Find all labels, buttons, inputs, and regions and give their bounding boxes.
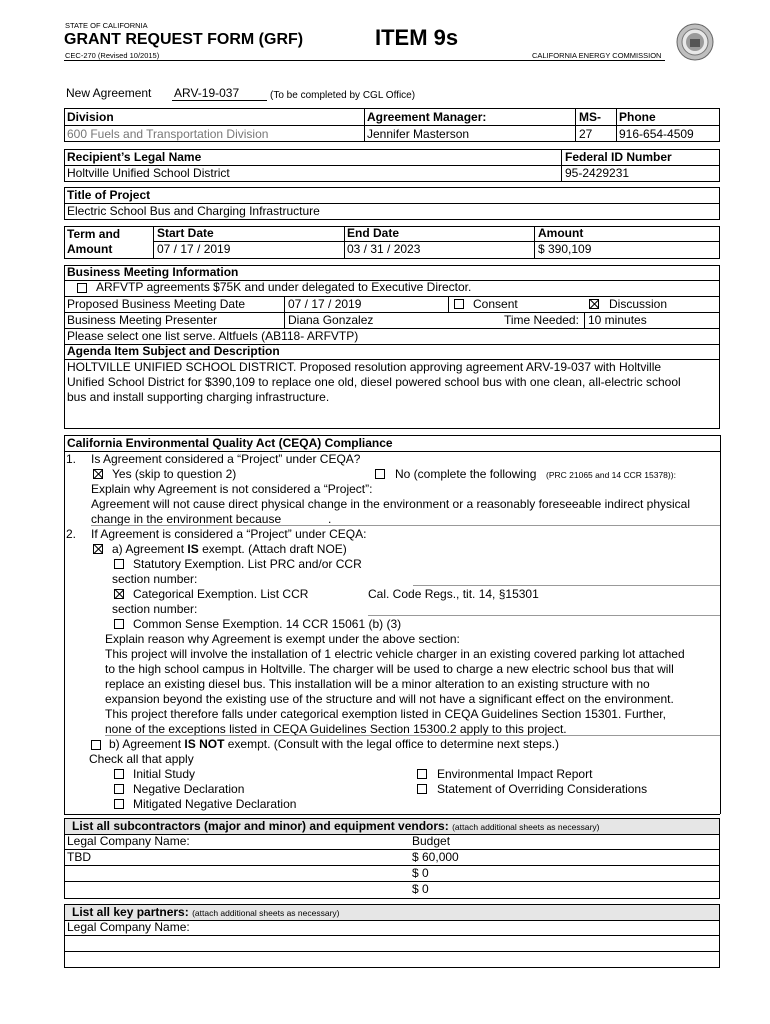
division-label: Division xyxy=(67,110,114,124)
meeting-date-label: Proposed Business Meeting Date xyxy=(67,297,246,311)
agenda-heading: Agenda Item Subject and Description xyxy=(67,344,280,358)
subcontractor-col-budget: Budget xyxy=(412,834,451,848)
categorical-label: Categorical Exemption. List CCR xyxy=(133,587,309,601)
amount-label: Amount xyxy=(538,226,584,240)
term-label-1: Term and xyxy=(67,227,121,241)
initial-study-label: Initial Study xyxy=(133,767,196,781)
meeting-date-value[interactable]: 07 / 17 / 2019 xyxy=(288,297,362,311)
form-number: CEC-270 (Revised 10/2015) xyxy=(65,51,160,60)
explain-period: . xyxy=(328,512,332,526)
manager-label: Agreement Manager: xyxy=(367,110,487,124)
state-seal-icon xyxy=(676,23,714,61)
key-partners-heading: List all key partners: (attach additional sheets as necessary) xyxy=(72,905,340,919)
division-row-divider xyxy=(64,125,720,126)
statutory-checkbox[interactable] xyxy=(114,559,124,569)
agency-name: CALIFORNIA ENERGY COMMISSION xyxy=(532,51,662,60)
arfvtp-text: ARFVTP agreements $75K and under delegated to Executive Director. xyxy=(96,280,472,294)
q1-yes-checkbox[interactable] xyxy=(93,469,103,479)
not-exempt-label: b) Agreement IS NOT exempt. (Consult with the legal office to determine next steps.) xyxy=(109,737,560,751)
reason-line-2[interactable]: to the high school campus in Holtville. The charger will be used to charge a new electric school bus that will xyxy=(105,662,674,676)
header-rule xyxy=(64,60,665,61)
explain-line-1: Agreement will not cause direct physical change in the environment or a reasonably foreseeable indirect physical xyxy=(91,497,690,511)
discussion-checkbox[interactable] xyxy=(589,299,599,309)
eir-label: Environmental Impact Report xyxy=(437,767,593,781)
reason-line-3[interactable]: replace an existing diesel bus. This installation will be a minor alteration to an existing structure with no xyxy=(105,677,650,691)
project-title-value[interactable]: Electric School Bus and Charging Infrastructure xyxy=(67,204,320,218)
categorical-value[interactable]: Cal. Code Regs., tit. 14, §15301 xyxy=(368,587,539,601)
mitigated-negative-declaration-checkbox[interactable] xyxy=(114,799,124,809)
explain-line-2: change in the environment because xyxy=(91,512,282,526)
list-serve-text: Please select one list serve. Altfuels (AB118- ARFVTP) xyxy=(67,329,359,343)
eir-checkbox[interactable] xyxy=(417,769,427,779)
common-sense-label: Common Sense Exemption. 14 CCR 15061 (b) (3) xyxy=(133,617,402,631)
q1-text: Is Agreement considered a “Project” under CEQA? xyxy=(91,452,361,466)
common-sense-checkbox[interactable] xyxy=(114,619,124,629)
time-needed-value[interactable]: 10 minutes xyxy=(588,313,647,327)
form-title: GRANT REQUEST FORM (GRF) xyxy=(64,31,304,48)
q1-yes-label: Yes (skip to question 2) xyxy=(112,467,237,481)
subcontractors-heading: List all subcontractors (major and minor) and equipment vendors: (attach additional sheets as necessary) xyxy=(72,819,600,833)
consent-label: Consent xyxy=(473,297,518,311)
overriding-checkbox[interactable] xyxy=(417,784,427,794)
q1-no-checkbox[interactable] xyxy=(375,469,385,479)
ms-label: MS- xyxy=(579,110,601,124)
end-date-label: End Date xyxy=(347,226,400,240)
statutory-section-label: section number: xyxy=(112,572,198,586)
initial-study-checkbox[interactable] xyxy=(114,769,124,779)
federal-id-value[interactable]: 95-2429231 xyxy=(565,166,630,180)
federal-id-label: Federal ID Number xyxy=(565,150,672,164)
exempt-a-checkbox[interactable] xyxy=(93,544,103,554)
q1-no-reference: (PRC 21065 and 14 CCR 15378)): xyxy=(546,470,676,480)
project-title-label: Title of Project xyxy=(67,188,151,202)
discussion-label: Discussion xyxy=(609,297,668,311)
time-needed-label: Time Needed: xyxy=(504,313,579,327)
subcontractor-name-1[interactable]: TBD xyxy=(67,850,91,864)
partner-col-name: Legal Company Name: xyxy=(67,920,190,934)
new-agreement-label: New Agreement xyxy=(66,86,152,100)
q1-no-label: No (complete the following xyxy=(395,467,537,481)
agreement-number[interactable]: ARV-19-037 xyxy=(174,86,240,100)
phone-value[interactable]: 916-654-4509 xyxy=(619,127,694,141)
manager-value[interactable]: Jennifer Masterson xyxy=(367,127,470,141)
start-date-label: Start Date xyxy=(157,226,214,240)
arfvtp-checkbox[interactable] xyxy=(77,283,87,293)
explain-exempt-label: Explain reason why Agreement is exempt under the above section: xyxy=(105,632,460,646)
recipient-value[interactable]: Holtville Unified School District xyxy=(67,166,230,180)
presenter-label: Business Meeting Presenter xyxy=(67,313,218,327)
reason-line-4[interactable]: expansion beyond the existing use of the structure and will not have a significant effect on the environment. xyxy=(105,692,674,706)
explain-not-project: Explain why Agreement is not considered a “Project”: xyxy=(91,482,373,496)
overriding-label: Statement of Overriding Considerations xyxy=(437,782,648,796)
reason-line-1[interactable]: This project will involve the installation of 1 electric vehicle charger in an existing covered parking lot attached xyxy=(105,647,685,661)
term-label-2: Amount xyxy=(67,242,113,256)
not-exempt-checkbox[interactable] xyxy=(91,740,101,750)
check-all-label: Check all that apply xyxy=(89,752,194,766)
negative-declaration-checkbox[interactable] xyxy=(114,784,124,794)
division-value[interactable]: 600 Fuels and Transportation Division xyxy=(67,127,269,141)
exempt-a-label: a) Agreement IS exempt. (Attach draft NOE) xyxy=(112,542,347,556)
recipient-label: Recipient’s Legal Name xyxy=(67,150,202,164)
negative-declaration-label: Negative Declaration xyxy=(133,782,245,796)
amount-value[interactable]: $ 390,109 xyxy=(538,242,592,256)
subcontractor-budget-2[interactable]: $ 0 xyxy=(412,866,429,880)
q1-number: 1. xyxy=(66,452,77,466)
mitigated-negative-declaration-label: Mitigated Negative Declaration xyxy=(133,797,297,811)
phone-label: Phone xyxy=(619,110,656,124)
subcontractor-budget-1[interactable]: $ 60,000 xyxy=(412,850,459,864)
categorical-checkbox[interactable] xyxy=(114,589,124,599)
subcontractor-col-name: Legal Company Name: xyxy=(67,834,190,848)
subcontractor-budget-3[interactable]: $ 0 xyxy=(412,882,429,896)
agenda-line-1[interactable]: HOLTVILLE UNIFIED SCHOOL DISTRICT. Proposed resolution approving agreement ARV-19-037 with Holtville xyxy=(67,360,662,374)
agenda-line-2[interactable]: Unified School District for $390,109 to replace one old, diesel powered school bus with one clean, all-electric school xyxy=(67,375,681,389)
presenter-value[interactable]: Diana Gonzalez xyxy=(288,313,374,327)
reason-line-5[interactable]: This project therefore falls under categorical exemption listed in CEQA Guidelines Section 15301. Further, xyxy=(105,707,666,721)
agreement-note: (To be completed by CGL Office) xyxy=(270,90,416,101)
statutory-label: Statutory Exemption. List PRC and/or CCR xyxy=(133,557,362,571)
ms-value[interactable]: 27 xyxy=(579,127,593,141)
start-date-value[interactable]: 07 / 17 / 2019 xyxy=(157,242,231,256)
agreement-underline xyxy=(172,100,267,101)
q2-number: 2. xyxy=(66,527,77,541)
q2-text: If Agreement is considered a “Project” under CEQA: xyxy=(91,527,367,541)
end-date-value[interactable]: 03 / 31 / 2023 xyxy=(347,242,421,256)
business-meeting-heading: Business Meeting Information xyxy=(67,265,239,279)
consent-checkbox[interactable] xyxy=(454,299,464,309)
state-label: STATE OF CALIFORNIA xyxy=(65,21,148,30)
reason-line-6[interactable]: none of the exceptions listed in CEQA Guidelines Section 15300.2 apply to this project. xyxy=(105,722,567,736)
categorical-section-label: section number: xyxy=(112,602,198,616)
agenda-line-3[interactable]: bus and install supporting charging infrastructure. xyxy=(67,390,330,404)
ceqa-heading: California Environmental Quality Act (CEQA) Compliance xyxy=(67,436,393,450)
item-number: ITEM 9s xyxy=(375,25,459,50)
